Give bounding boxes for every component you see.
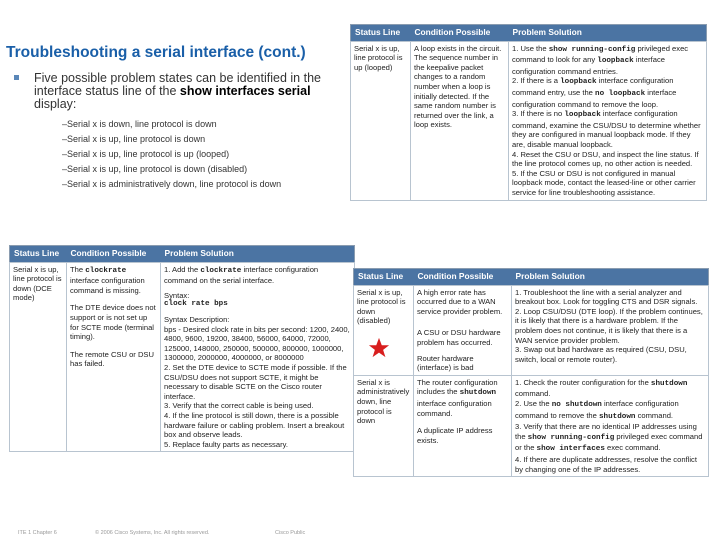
solution-cell xyxy=(512,375,709,476)
table-row xyxy=(351,41,707,200)
solution-step: 3. Verify that there are no identical IP addresses using the show running-config privileged exec command or the show interfaces exec command. xyxy=(515,422,703,454)
header-status-line: Status Line xyxy=(10,246,67,263)
solution-step: 1. Use the show running-config privileged exec command to look for any loopback interface configuration command entries. xyxy=(512,43,689,76)
table-row xyxy=(354,375,709,476)
solution-step: 2. Set the DTE device to SCTE mode if possible. If the CSU/DSU does not support SCTE, it might be necessary to disable SCTE on the Cisco router interface. xyxy=(164,362,347,401)
table-row xyxy=(10,262,355,452)
header-condition: Condition Possible xyxy=(67,246,161,263)
condition-item: The remote CSU or DSU has failed. xyxy=(70,349,154,369)
status-cell: Serial x is administratively down, line protocol is down xyxy=(354,375,414,476)
solution-step: 2. Use the no shutdown interface configuration command to remove the shutdown command. xyxy=(515,398,679,421)
condition-item: A CSU or DSU hardware problem has occurred. xyxy=(417,328,501,347)
solution-step: 4. If the line protocol is still down, there is a possible hardware failure or cabling problem. Insert a breakout box and observe leads. xyxy=(164,410,345,440)
condition-cell xyxy=(67,262,161,452)
solution-step: 2. Loop CSU/DSU (DTE loop). If the problem continues, it is likely that there is a hardware problem. If the problem does not continue, it is likely that there is a WAN service provider problem. xyxy=(515,306,703,345)
state-item: –Serial x is administratively down, line protocol is down xyxy=(62,179,282,189)
header-solution: Problem Solution xyxy=(512,269,709,286)
condition-cell: A loop exists in the circuit. The sequence number in the keepalive packet changes to a random number when a loop is initially detected. If the same random number is returned over the link, a loop exists. xyxy=(411,41,509,200)
condition-item: A duplicate IP address exists. xyxy=(417,426,493,445)
bullet-text: Five possible problem states can be identified in the interface status line of the show interfaces serial display: xyxy=(34,71,321,111)
condition-cell xyxy=(414,285,512,375)
solution-step: 2. If there is a loopback interface configuration command entry, use the no loopback interface configuration command to remove the loop. xyxy=(512,76,677,109)
problem-states-list xyxy=(62,117,347,192)
condition-item: Router hardware (interface) is bad xyxy=(417,353,474,373)
solution-step: 3. If there is no loopback interface configuration command, examine the CSU/DSU to determine whether they are configured in manual loopback mode. If they are, disable manual loopback. xyxy=(512,109,701,149)
syntax-description-label: Syntax Description: xyxy=(164,314,230,324)
condition-item: The DTE device does not support or is not set up for SCTE mode (terminal timing). xyxy=(70,303,156,342)
header-status-line: Status Line xyxy=(354,269,414,286)
syntax-command: clock rate bps xyxy=(164,300,228,309)
condition-item: A high error rate has occurred due to a WAN service provider problem. xyxy=(417,287,503,316)
solution-step: 4. Reset the CSU or DSU, and inspect the line status. If the line protocol comes up, no other action is needed. xyxy=(512,149,699,169)
table-looped xyxy=(350,24,707,201)
table-row xyxy=(354,285,709,375)
solution-step: 1. Troubleshoot the line with a serial analyzer and breakout box. Look for toggling CTS and DSR signals. xyxy=(515,287,698,307)
state-item: –Serial x is up, line protocol is up (looped) xyxy=(62,149,230,159)
red-star-icon xyxy=(368,337,390,359)
solution-step: 1. Add the clockrate interface configuration command on the serial interface. xyxy=(164,264,319,286)
state-item: –Serial x is up, line protocol is down (disabled) xyxy=(62,164,248,174)
solution-step: 4. If there are duplicate addresses, resolve the conflict by changing one of the IP addresses. xyxy=(515,454,697,474)
condition-item: The clockrate interface configuration command is missing. xyxy=(70,264,145,295)
state-item: –Serial x is down, line protocol is down xyxy=(62,119,217,129)
table-dce-mode xyxy=(9,245,355,452)
status-cell: Serial x is up, line protocol is up (looped) xyxy=(351,41,411,200)
solution-cell xyxy=(161,262,355,452)
state-item: –Serial x is up, line protocol is down xyxy=(62,134,206,144)
solution-step: 1. Check the router configuration for the shutdown command. xyxy=(515,377,688,399)
header-status-line: Status Line xyxy=(351,25,411,42)
solution-step: 3. Verify that the correct cable is being used. xyxy=(164,401,314,411)
header-condition: Condition Possible xyxy=(414,269,512,286)
condition-item: The router configuration includes the shutdown interface configuration command. xyxy=(417,377,498,418)
syntax-label: Syntax: xyxy=(164,290,190,300)
footer-classification: Cisco Public xyxy=(275,530,306,536)
solution-step: 3. Swap out bad hardware as required (CSU, DSU, switch, local or remote router). xyxy=(515,345,687,364)
solution-cell xyxy=(512,285,709,375)
status-cell: Serial x is up, line protocol is down (DCE mode) xyxy=(10,262,67,452)
status-cell: Serial x is up, line protocol is down (disabled) xyxy=(354,285,414,375)
slide-title: Troubleshooting a serial interface (cont.) xyxy=(6,44,306,61)
footer-copyright: © 2006 Cisco Systems, Inc. All rights reserved. xyxy=(95,530,210,536)
condition-cell xyxy=(414,375,512,476)
header-solution: Problem Solution xyxy=(161,246,355,263)
bullet-point xyxy=(18,72,343,111)
bullet-square-icon xyxy=(14,75,19,80)
footer-chapter: ITE 1 Chapter 6 xyxy=(18,530,57,536)
table-disabled-admin-down xyxy=(353,268,709,477)
header-solution: Problem Solution xyxy=(509,25,707,42)
solution-step: 5. If the CSU or DSU is not configured in manual loopback mode, contact the leased-line or other carrier service for line troubleshooting assistance. xyxy=(512,168,696,197)
syntax-description: bps - Desired clock rate in bits per second: 1200, 2400, 4800, 9600, 19200, 38400, 56000, 64000, 72000, 125000, 148000, 250000, 500000, 800000, 1000000, 1300000, 2000000, 4000000, or 8000000 xyxy=(164,324,350,363)
solution-step: 5. Replace faulty parts as necessary. xyxy=(164,439,288,449)
header-condition: Condition Possible xyxy=(411,25,509,42)
solution-cell xyxy=(509,41,707,200)
